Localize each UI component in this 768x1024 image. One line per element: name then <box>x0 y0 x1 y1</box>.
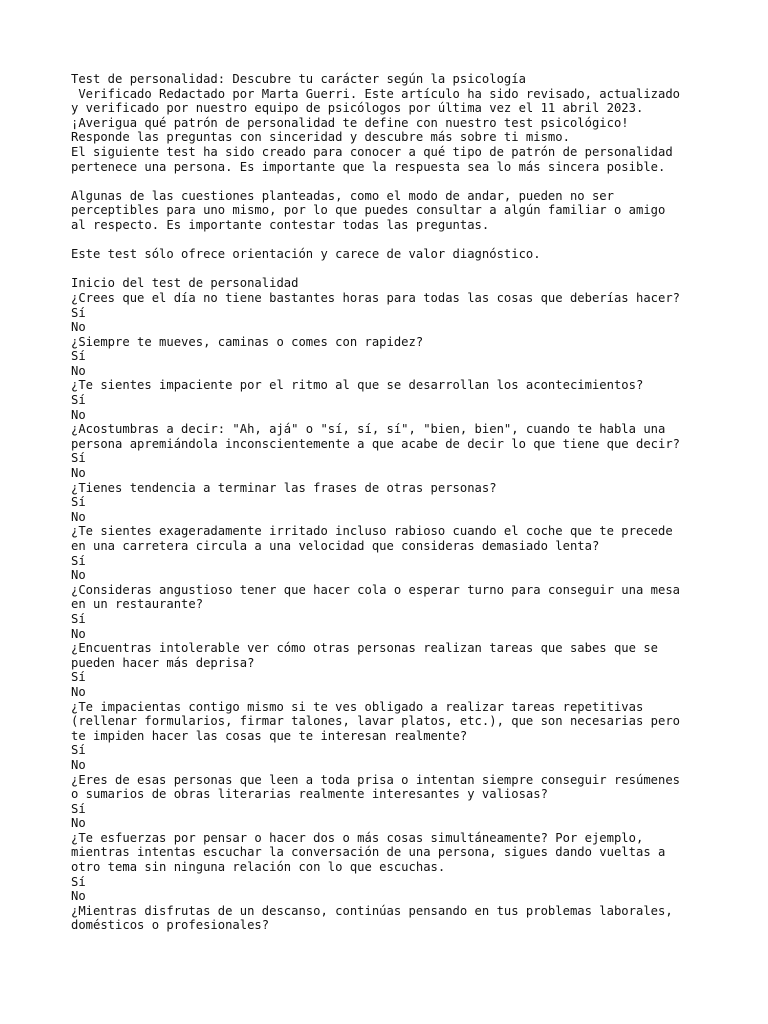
question-text: ¿Siempre te mueves, caminas o comes con rapidez? <box>71 334 424 349</box>
document-title: Test de personalidad: Descubre tu carácter según la psicología <box>71 72 526 86</box>
answer-option-yes[interactable]: Sí <box>71 670 86 685</box>
question-block <box>71 773 731 831</box>
question-text: ¿Mientras disfrutas de un descanso, continúas pensando en tus problemas laborales, <box>71 903 673 918</box>
answer-option-yes[interactable]: Sí <box>71 495 86 510</box>
question-text: en un restaurante? <box>71 597 204 612</box>
answer-option-yes[interactable]: Sí <box>71 553 86 568</box>
question-text: mientras intentas escuchar la conversación de una persona, sigues dando vueltas a <box>71 845 666 860</box>
answer-option-yes[interactable]: Sí <box>71 801 86 816</box>
verified-line-1: Verificado Redactado por Marta Guerri. Este artículo ha sido revisado, actualizado <box>71 86 681 101</box>
purpose-line-1: El siguiente test ha sido creado para conocer a qué tipo de patrón de personalidad <box>71 144 673 159</box>
answer-option-no[interactable]: No <box>71 889 86 904</box>
question-text: persona apremiándola inconscientemente a que acabe de decir lo que tiene que decir? <box>71 436 681 451</box>
answer-option-yes[interactable]: Sí <box>71 349 86 364</box>
question-text: ¿Te sientes exageradamente irritado incluso rabioso cuando el coche que te precede <box>71 524 673 539</box>
question-block <box>71 831 731 904</box>
spacer <box>71 174 731 189</box>
question-text: o sumarios de obras literarias realmente interesantes y valiosas? <box>71 787 548 802</box>
question-text: ¿Consideras angustioso tener que hacer cola o esperar turno para conseguir una mesa <box>71 582 681 597</box>
question-text: ¿Te sientes impaciente por el ritmo al que se desarrollan los acontecimientos? <box>71 378 644 393</box>
question-text: en una carretera circula a una velocidad que consideras demasiado lenta? <box>71 539 600 553</box>
spacer <box>71 233 731 248</box>
question-text: domésticos o profesionales? <box>71 918 270 933</box>
question-block <box>71 583 731 641</box>
question-block <box>71 524 731 582</box>
disclaimer: Este test sólo ofrece orientación y carece de valor diagnóstico. <box>71 247 541 262</box>
question-block <box>71 481 731 525</box>
note-line-2: perceptibles para uno mismo, por lo que puedes consultar a algún familiar o amigo <box>71 203 666 218</box>
answer-option-no[interactable]: No <box>71 363 86 378</box>
answer-option-no[interactable]: No <box>71 509 86 524</box>
question-text: pueden hacer más deprisa? <box>71 655 255 670</box>
cta-line-1: ¡Averigua qué patrón de personalidad te define con nuestro test psicológico! <box>71 115 629 130</box>
question-text: ¿Te impacientas contigo mismo si te ves obligado a realizar tareas repetitivas <box>71 699 644 714</box>
question-text: ¿Encuentras intolerable ver cómo otras personas realizan tareas que sabes que se <box>71 641 658 656</box>
question-text: ¿Eres de esas personas que leen a toda prisa o intentan siempre conseguir resúmenes <box>71 772 681 787</box>
question-text: ¿Tienes tendencia a terminar las frases de otras personas? <box>71 480 497 495</box>
answer-option-yes[interactable]: Sí <box>71 451 86 466</box>
answer-option-no[interactable]: No <box>71 626 86 641</box>
answer-option-no[interactable]: No <box>71 816 86 831</box>
cta-line-2: Responde las preguntas con sinceridad y descubre más sobre ti mismo. <box>71 130 570 145</box>
question-text: ¿Te esfuerzas por pensar o hacer dos o más cosas simultáneamente? Por ejemplo, <box>71 830 644 845</box>
question-text: ¿Crees que el día no tiene bastantes horas para todas las cosas que deberías hacer? <box>71 290 681 305</box>
question-block <box>71 291 731 335</box>
answer-option-no[interactable]: No <box>71 757 86 772</box>
spacer <box>71 262 731 277</box>
document-page <box>71 72 731 933</box>
question-block <box>71 641 731 699</box>
question-block <box>71 378 731 422</box>
verified-line-2: y verificado por nuestro equipo de psicólogos por última vez el 11 abril 2023. <box>71 101 644 116</box>
question-text: otro tema sin ninguna relación con lo que escuchas. <box>71 860 446 875</box>
answer-option-yes[interactable]: Sí <box>71 611 86 626</box>
answer-option-yes[interactable]: Sí <box>71 393 86 408</box>
answer-option-no[interactable]: No <box>71 320 86 335</box>
question-block <box>71 700 731 773</box>
test-start-label: Inicio del test de personalidad <box>71 276 299 291</box>
note-line-3: al respecto. Es importante contestar todas las preguntas. <box>71 217 490 232</box>
answer-option-yes[interactable]: Sí <box>71 743 86 758</box>
question-block <box>71 335 731 379</box>
note-line-1: Algunas de las cuestiones planteadas, como el modo de andar, pueden no ser <box>71 188 614 203</box>
question-text: te impiden hacer las cosas que te interesan realmente? <box>71 728 468 743</box>
answer-option-no[interactable]: No <box>71 407 86 422</box>
answer-option-no[interactable]: No <box>71 568 86 583</box>
answer-option-no[interactable]: No <box>71 466 86 481</box>
answer-option-no[interactable]: No <box>71 684 86 699</box>
answer-option-yes[interactable]: Sí <box>71 305 86 320</box>
question-list <box>71 291 731 933</box>
question-block <box>71 422 731 480</box>
question-block <box>71 904 731 933</box>
question-text: (rellenar formularios, firmar talones, lavar platos, etc.), que son necesarias pero <box>71 714 681 729</box>
question-text: ¿Acostumbras a decir: "Ah, ajá" o "sí, sí, sí", "bien, bien", cuando te habla una <box>71 422 666 437</box>
answer-option-yes[interactable]: Sí <box>71 874 86 889</box>
purpose-line-2: pertenece una persona. Es importante que la respuesta sea lo más sincera posible. <box>71 159 666 174</box>
